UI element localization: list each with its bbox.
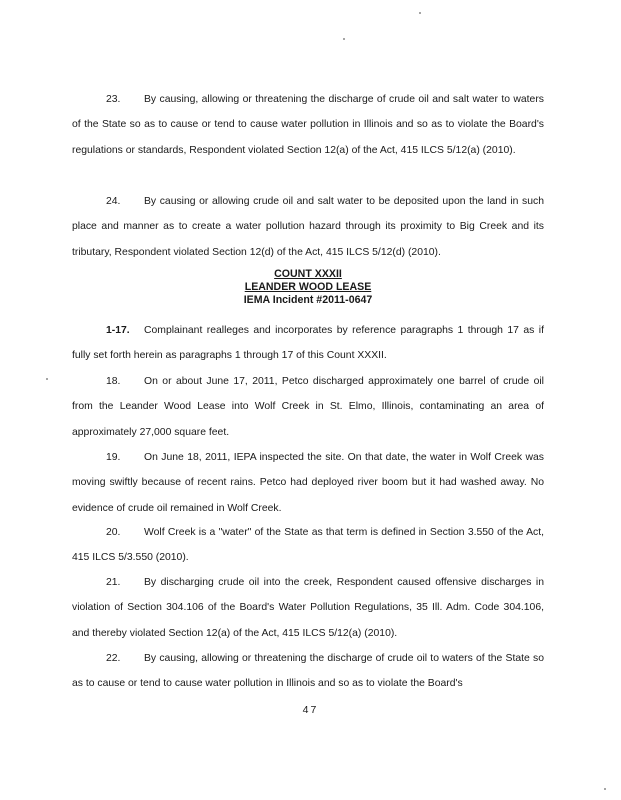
paragraph-number: 1-17. [106,325,130,336]
paragraph-text: On or about June 17, 2011, Petco discharged approximately one barrel of crude oil from the Leander Wood Lease into Wolf Creek in St. Elmo, Illinois, contaminating an area of approximately 27,000 square feet. [72,376,544,438]
paragraph-21 [72,570,544,646]
paragraph-19 [72,445,544,521]
paragraph-23 [72,87,544,163]
paragraph-text: On June 18, 2011, IEPA inspected the site. On that date, the water in Wolf Creek was moving swiftly because of recent rains. Petco had deployed river boom but it had washed away. No evidence of crude oil remained in Wolf Creek. [72,452,544,514]
paragraph-1-17 [72,318,544,369]
paragraph-text: By causing, allowing or threatening the discharge of crude oil to waters of the State so as to cause or tend to cause water pollution in Illinois and so as to violate the Board's [72,653,544,690]
paragraph-24 [72,189,544,265]
scan-speck [343,38,345,40]
paragraph-number: 23. [106,94,121,105]
paragraph-number: 22. [106,653,121,664]
paragraph-22 [72,646,544,697]
paragraph-18 [72,369,544,445]
page-number: 47 [302,704,319,716]
scan-speck [604,788,606,790]
scan-speck [46,378,48,380]
count-title: COUNT XXXII [274,268,342,280]
paragraph-text: By causing or allowing crude oil and salt water to be deposited upon the land in such place and manner as to create a water pollution hazard through its proximity to Big Creek and its tributary, Respondent violated Section 12(d) of the Act, 415 ILCS 5/12(d) (2010). [72,196,544,258]
paragraph-number: 18. [106,376,121,387]
paragraph-20 [72,520,544,571]
paragraph-number: 24. [106,196,121,207]
lease-title: LEANDER WOOD LEASE [244,281,372,293]
paragraph-text: Wolf Creek is a "water" of the State as that term is defined in Section 3.550 of the Act, 415 ILCS 5/3.550 (2010). [72,527,544,564]
scan-speck [419,12,421,14]
paragraph-number: 20. [106,527,121,538]
paragraph-number: 19. [106,452,121,463]
count-heading [72,268,544,307]
paragraph-text: Complainant realleges and incorporates by reference paragraphs 1 through 17 as if fully set forth herein as paragraphs 1 through 17 of this Count XXXII. [72,325,544,362]
paragraph-text: By causing, allowing or threatening the discharge of crude oil and salt water to waters of the State so as to cause or tend to cause water pollution in Illinois and so as to violate the Board's regulations or standards, Respondent violated Section 12(a) of the Act, 415 ILCS 5/12(a) (2010). [72,94,544,156]
incident-title: IEMA Incident #2011-0647 [243,294,373,306]
paragraph-text: By discharging crude oil into the creek, Respondent caused offensive discharges in violation of Section 304.106 of the Board's Water Pollution Regulations, 35 Ill. Adm. Code 304.106, and thereby violated Section 12(a) of the Act, 415 ILCS 5/12(a) (2010). [72,577,544,639]
paragraph-number: 21. [106,577,121,588]
